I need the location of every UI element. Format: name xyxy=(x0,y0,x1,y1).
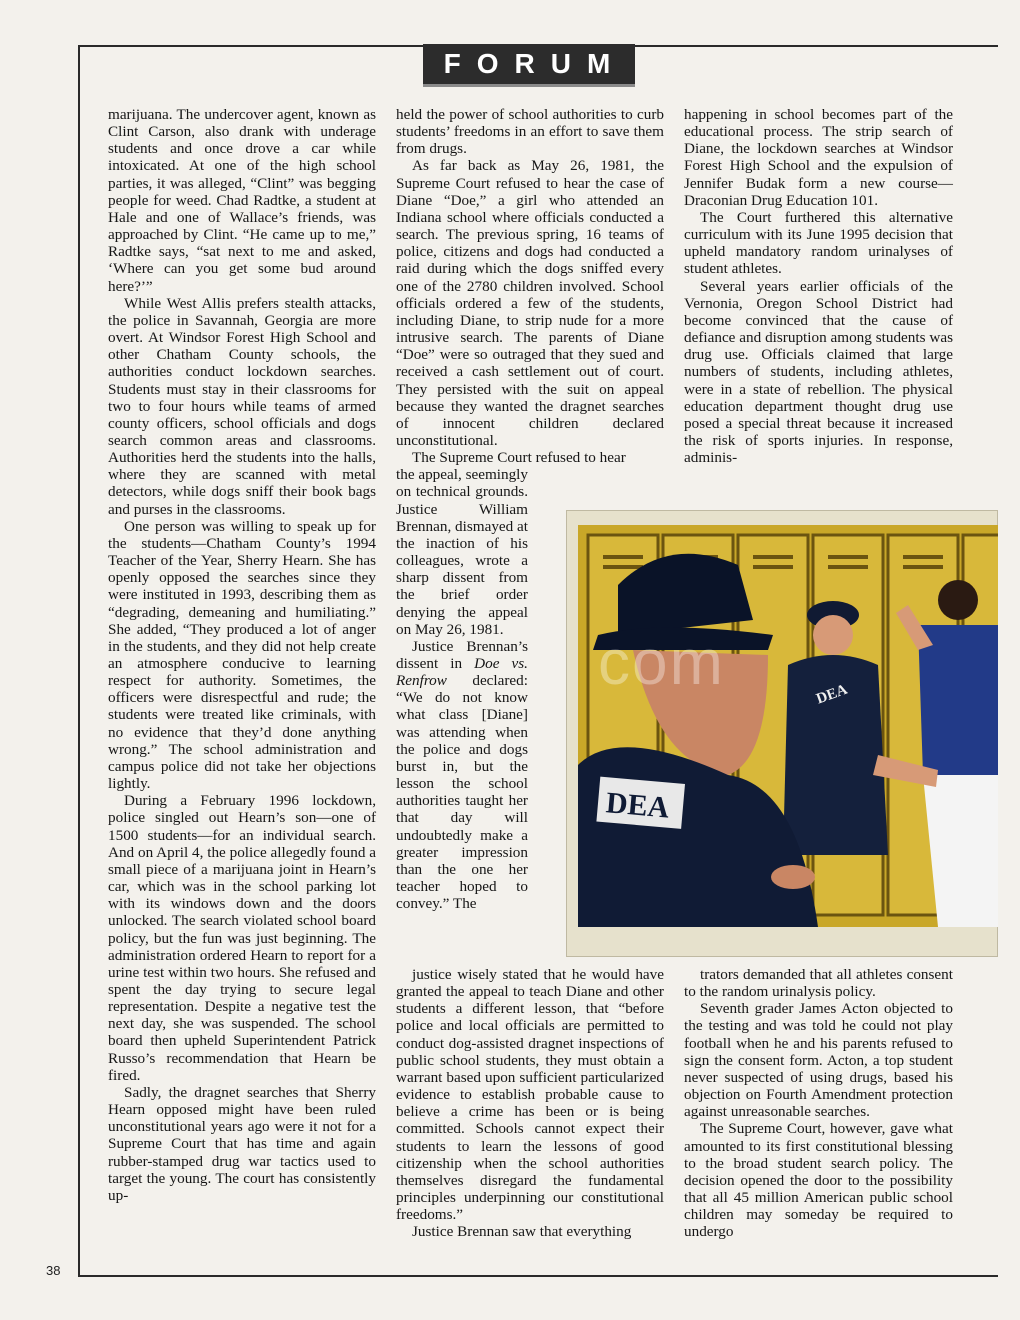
paragraph: Several years earlier officials of the Vernonia, Oregon School District had become convinced that the cause of defiance and disruption among students was drug use. Officials claimed that large numbers of students, including athletes, were in a state of rebellion. The physical education department thought drug use posed a special threat because it increased the risk of sports injuries. In response, adminis- xyxy=(684,277,953,467)
paragraph: held the power of school authorities to curb students’ freedoms in an effort to save them from drugs. xyxy=(396,106,664,158)
paragraph: While West Allis prefers stealth attacks, the police in Savannah, Georgia are more overt. At Windsor Forest High School and other Chatham County schools, the authorities conduct lockdown searches. Students must stay in their classrooms for two to four hours while teams of armed county officers, school officials and dogs search common areas and classrooms. Authorities herd the students into the halls, where they are scanned with metal detectors, while dogs sniff their book bags and purses in the classrooms. xyxy=(108,294,376,518)
badge-secondary: DEA xyxy=(814,681,850,708)
left-rule xyxy=(78,45,80,1277)
paragraph: One person was willing to speak up for the students—Chatham County’s 1994 Teacher of the Year, Sherry Hearn. She has openly opposed the searches since they were instituted in 1993, describing them as “degrading, demeaning and humiliating.” She added, “They produced a lot of anger in the students, and they did not help create an atmosphere conducive to learning respect for authority. Sometimes, the officers were disrespectful and rude; the students were treated like criminals, with no evidence that they’d done anything wrong.” The school administration and campus police did not take her objections lightly. xyxy=(108,517,376,793)
watermark: com xyxy=(598,626,725,698)
paragraph: justice wisely stated that he would have granted the appeal to teach Diane and other students a different lesson, that “before police and local officials are permitted to conduct dog-assisted dragnet inspections of public school students, they must obtain a warrant based upon sufficient particularized evidence to establish probable cause to believe a crime has been or is being committed. Schools cannot expect their students to learn the lessons of good citizenship when the school authorities themselves disregard the fundamental principles underpinning our constitutional freedoms.” xyxy=(396,966,664,1224)
paragraph: The Supreme Court refused to hear xyxy=(412,449,626,467)
paragraph: trators demanded that all athletes consent to the random urinalysis policy. xyxy=(684,966,953,1001)
paragraph: The Court furthered this alternative curriculum with its June 1995 decision that upheld mandatory random urinalyses of student athletes. xyxy=(684,208,953,278)
paragraph: happening in school becomes part of the educational process. The strip search of Diane, the lockdown searches at Windsor Forest High School and the expulsion of Jennifer Budak form a new course—Draconian Drug Education 101. xyxy=(684,106,953,209)
illustration-dea-locker-search xyxy=(578,525,998,927)
paragraph: The Supreme Court, however, gave what amounted to its first constitutional blessing to the broad student search policy. The decision opened the door to the possibility that all 45 million American public school children may someday be required to undergo xyxy=(684,1120,953,1241)
paragraph: As far back as May 26, 1981, the Supreme Court refused to hear the case of Diane “Doe,” a girl who attended an Indiana school where officials conducted a search. The previous spring, 16 teams of police, citizens and dogs had conducted a raid during which the dogs sniffed every one of the 2780 children involved. School officials ordered a few of the students, including Diane, to strip nude for a more intrusive search. The parents of Diane “Doe” were so outraged that they sued and received a cash settlement out of court. They persisted with the suit on appeal because they wanted the dragnet searches of innocent children declared unconstitutional. xyxy=(396,157,664,449)
article-column-3 xyxy=(684,106,953,466)
page-number: 38 xyxy=(46,1263,61,1278)
paragraph: Sadly, the dragnet searches that Sherry Hearn opposed might have been ruled unconstitutional years ago were it not for a Supreme Court that has time and again rubber-stamped drug war tactics used to target the young. The court has consistently up- xyxy=(108,1083,376,1204)
section-label: FORUM xyxy=(423,44,635,84)
article-column-3-continued xyxy=(684,966,953,1241)
article-column-2-continued xyxy=(396,966,664,1241)
paragraph: the appeal, seemingly on technical grounds. Justice William Brennan, dismayed at the inaction of his colleagues, wrote a sharp dissent from the brief order denying the appeal on May 26, 1981. xyxy=(396,466,529,638)
text-wrap-beside-illustration xyxy=(396,466,528,912)
paragraph: marijuana. The undercover agent, known as Clint Carson, also drank with underage students and once drove a car while intoxicated. At one of the high school parties, it was alleged, “Clint” was begging people for weed. Chad Radtke, a student at Hale and one of Wallace’s friends, was approached by Clint. “He came up to me,” Radtke says, “sat next to me and asked, ‘Where can you get some bud around here?’” xyxy=(108,106,376,295)
case-name: Doe vs. Renfrow xyxy=(396,655,528,690)
paragraph: Justice Brennan saw that everything xyxy=(412,1223,632,1241)
paragraph: During a February 1996 lockdown, police singled out Hearn’s son—one of 1500 students—for an individual search. And on April 4, the police allegedly found a small piece of a marijuana joint in Hearn’s car, which was in the school parking lot with its windows down and the doors unlocked. The search violated school board policy, but the fun was just beginning. The administration ordered Hearn to report for a urine test within two hours. She refused and spent the day trying to secure legal representation. Despite a negative test the next day, she was suspended. The school board then upheld Superintendent Patrick Russo’s recommendation that Hearn be fired. xyxy=(108,792,376,1084)
section-label-underline xyxy=(423,84,635,87)
bottom-rule xyxy=(78,1275,998,1277)
article-column-1 xyxy=(108,106,376,1204)
paragraph: Seventh grader James Acton objected to the testing and was told he could not play football when he and his parents refused to sign the consent form. Acton, a top student never suspected of using drugs, based his objection on Fourth Amendment protection against unreasonable searches. xyxy=(684,1000,953,1121)
illustration-art xyxy=(578,525,998,927)
text-run: Justice Brennan’s dissent in xyxy=(396,637,528,672)
badge-main: DEA xyxy=(604,786,671,825)
paragraph xyxy=(396,638,528,913)
text-run: declared: “We do not know what class [Diane] was attending when the police and dogs burst in, but the lesson the school authorities taught her that day will undoubtedly make a greater impression than the one her teacher hoped to convey.” The xyxy=(396,672,528,913)
